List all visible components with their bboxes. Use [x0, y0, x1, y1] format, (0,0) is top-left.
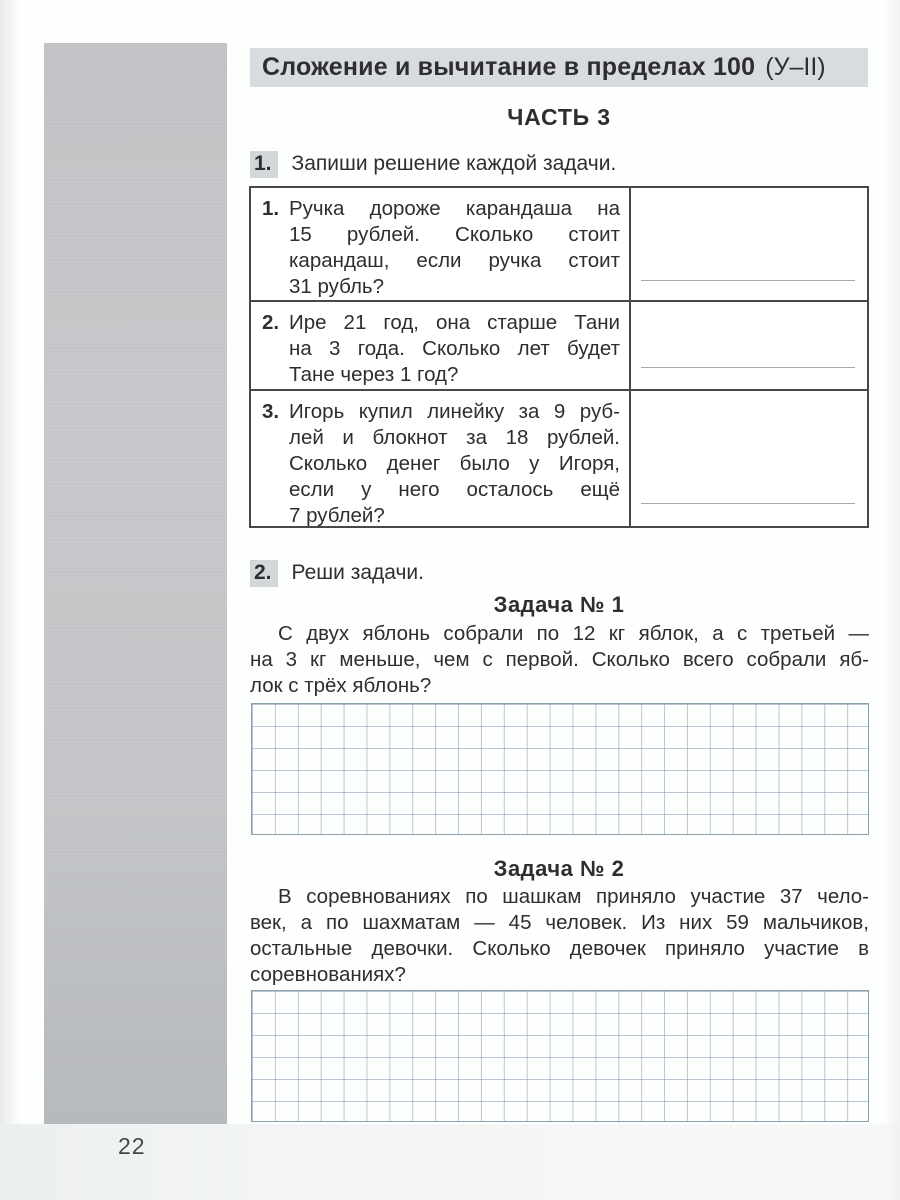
- task2-instruction: Реши задачи.: [291, 561, 424, 584]
- task1-instruction: Запиши решение каждой задачи.: [291, 152, 617, 175]
- problem-3-answer-line: [641, 503, 855, 504]
- squared-paper-workspace-2: [251, 990, 869, 1122]
- problem-3-line: Игорь купил линейку за 9 руб-: [289, 400, 620, 423]
- problem-1-line: 15 рублей. Сколько стоит: [289, 223, 620, 246]
- word-problem-1-text: [250, 621, 869, 699]
- problems-table: [249, 186, 869, 528]
- task2-number-chip: 2.: [250, 560, 278, 587]
- problem-3-line: Сколько денег было у Игоря,: [289, 452, 620, 475]
- chapter-title-suffix: (У–II): [765, 53, 826, 81]
- problem-2-line: Ире 21 год, она старше Тани: [289, 311, 620, 334]
- task2-instruction-row: [250, 560, 424, 587]
- chapter-title: Сложение и вычитание в пределах 100: [262, 53, 756, 81]
- word-problem-2-line: век, а по шахматам — 45 человек. Из них 59 мальчиков,: [250, 911, 869, 934]
- book-gutter-shadow: [44, 43, 227, 1124]
- problem-2-text: [251, 302, 629, 389]
- problem-1-number: 1.: [262, 197, 280, 220]
- squared-paper-workspace-1: [251, 703, 869, 835]
- word-problem-2-heading: Задача № 2: [493, 856, 625, 881]
- word-problem-1-heading: Задача № 1: [493, 592, 625, 617]
- problem-1-text: [251, 188, 629, 300]
- page-right-edge-shadow: [884, 0, 900, 1200]
- page-number: 22: [118, 1133, 146, 1159]
- problem-3-number: 3.: [262, 400, 280, 423]
- problem-1-line: Ручка дороже карандаша на: [289, 197, 620, 220]
- part-heading: ЧАСТЬ 3: [507, 104, 611, 130]
- problem-1-line: карандаш, если ручка стоит: [289, 249, 620, 272]
- problem-3-answer-cell: [631, 391, 867, 526]
- problem-2-number: 2.: [262, 311, 280, 334]
- problem-3-text: [251, 391, 629, 526]
- problem-1-answer-cell: [631, 188, 867, 300]
- problem-3-line: лей и блокнот за 18 рублей.: [289, 426, 620, 449]
- problem-2-answer-cell: [631, 302, 867, 389]
- table-row: [251, 389, 867, 526]
- word-problem-2-line: остальные девочки. Сколько девочек приняло участие в: [250, 937, 869, 960]
- word-problem-2-text: [250, 884, 869, 988]
- word-problem-2-line: В соревнованиях по шашкам приняло участие 37 чело-: [278, 885, 869, 908]
- problem-2-line: на 3 года. Сколько лет будет: [289, 337, 620, 360]
- problem-3-line: 7 рублей?: [289, 504, 385, 527]
- page-left-edge-shadow: [0, 0, 20, 1200]
- table-row: [251, 300, 867, 389]
- problem-1-answer-line: [641, 280, 855, 281]
- task1-number-chip: 1.: [250, 151, 278, 178]
- problem-2-line: Тане через 1 год?: [289, 363, 459, 386]
- task1-instruction-row: [250, 151, 616, 178]
- problem-2-answer-line: [641, 367, 855, 368]
- chapter-header-bar: [250, 48, 868, 87]
- problem-1-line: 31 рубль?: [289, 275, 385, 298]
- word-problem-2-line: соревнованиях?: [250, 963, 406, 986]
- word-problem-1-line: лок с трёх яблонь?: [250, 674, 432, 697]
- problem-3-line: если у него осталось ещё: [289, 478, 620, 501]
- table-row: [251, 188, 867, 300]
- word-problem-1-line: на 3 кг меньше, чем с первой. Сколько всего собрали яб-: [250, 648, 869, 671]
- word-problem-1-line: С двух яблонь собрали по 12 кг яблок, а с третьей —: [278, 622, 869, 645]
